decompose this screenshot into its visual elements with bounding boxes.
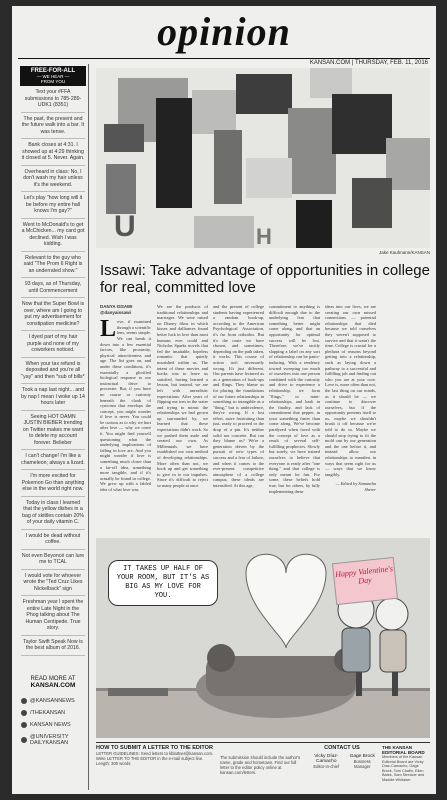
valentine-card: Happy Valentine's Day [332,557,398,605]
contact-role-2: Business Manager [353,759,371,769]
masthead-date: THURSDAY, FEB. 11, 2016 [354,60,428,66]
list-item: Freshman year I spent the entire Late Night in the Phog talking about The Human Centipede. True story. [21,596,85,636]
list-item: I would be dead without coffee. [21,530,85,550]
contact-name-1: Vicky Díaz-Camacho [314,754,339,764]
board-text: Members of the Kansan Editorial Board are Vicky Díaz-Camacho, Gage Brock, Tom Chafin, Ellen Bates, Sam Strecker and Maddie Whitaker. [382,755,425,782]
list-item: Relevant to the guy who said "The Prom 6 Right is an underrated show." [21,252,85,279]
masthead-dateline: KANSAN.COM | THURSDAY, FEB. 11, 2016 [309,60,428,66]
sidebar-footer [21,676,85,749]
letter-title: HOW TO SUBMIT A LETTER TO THE EDITOR [96,745,213,751]
social-link-twitter[interactable]: @KANSANNEWS [21,695,85,707]
list-item: I would vote for whoever wrote the "Ted Cruz Likes Nickelback" sign [21,570,85,597]
masthead-rule [18,58,430,59]
sidebar-header-sub2: FROM YOU [40,79,66,84]
list-item: I'm more excited for Pokemon Go than anything else in the world right now. [21,470,85,497]
list-item: When your tax refund is deposited and you're all "yay" and then *sub of bills* [21,358,85,385]
list-item: Bank closes at 4:31. I showed up at 4:29 thinking it closed at 5. Never. Again. [21,139,85,166]
list-item: Not even Beyoncé can lure me to TCAL [21,550,85,570]
masthead [12,6,436,64]
free-for-all-sidebar [18,64,89,790]
instagram-icon [21,737,27,743]
social-links [21,695,85,749]
board-title: THE KANSAN EDITORIAL BOARD [382,745,425,755]
illustration-graphic [96,68,430,248]
newspaper-page [12,6,436,794]
sidebar-header [20,66,86,86]
sidebar-header-sub: — WE HEAR — [36,74,70,79]
editorial-board [382,745,430,782]
letter-text: LETTER GUIDELINES: Send letters to kblattner@kansan.com. Write LETTER TO THE EDITOR in the e-mail subject line. Length: 300 words [96,751,214,766]
letter-policy-text: The submission should include the author's name, grade and hometown. Find our full letter to the editor policy online at kansan.com/letters. [220,755,301,775]
drop-cap: L [100,316,117,343]
svg-text:H: H [256,224,272,248]
list-item: 93 days, as of Thursday, until Commencement [21,278,85,298]
sidebar-list [18,86,88,656]
article-column-1: DANYA ISSAWI @danyaissawi L ove, if examined through a scientific lens, seems simple. We can break it down into a few essential factors, like proximity, physical attractiveness and age. The list goes on, and under these conditions, it's essentially a glorified biological response to our instinctual drive to procreate. But, if you have no course or curiosity beneath the cloak of cynicism that envelops the concept, you might wonder if love is never. You could be curious as to why we hurt after love — why we crave it. You might find yourself questioning what the underlying implications of falling in love are. And you might wonder if love is something much closer than a far-off idea, something more tangible, and if it's actually be found in college. We grew up with a fabled idea of what love was. [100,304,151,492]
read-more-label: READ MORE AT [30,676,76,682]
list-item: Seeing HOT DAMN JUSTIN BIEBER trending on Twitter makes me want to delete my account forever. Belieber [21,411,85,451]
facebook-icon [21,710,27,716]
svg-text:U: U [114,210,136,243]
read-more-link[interactable]: KANSAN.COM [30,682,76,689]
masthead-site: KANSAN.COM [309,60,351,66]
article-column-4: commitment to anything is difficult enough due to the underlying fear that something better might come along, and that an opportunity for optimal success will be lost. Therefore, we've tacitly slapping a label on any sort of relationship can be panic-inducing. With a tendency toward sweeping too much of ourselves into one person combined with the curiosity and drive to experience a relationship, we form "flings," or mini-relationships, and bask in the finality, and lack of commitment that pepper, in your something faster than come along. We've become paralyzed when faced with the concept of love as a result of several self-fulfilling prophecies. Slowly but surely, we have trained ourselves to believe that everyone is ready after "one thing," and that college is only meant for fun. For some, these beliefs hold true, but for others, by fully implementing these [269,304,320,494]
letter-policy [220,755,304,775]
list-item: I dyed part of my hair purple and none of my coworkers noticed. [21,331,85,358]
list-item: I can't change! I'm like a chameleon; always a lizard. [21,450,85,470]
article-body [100,304,430,536]
letter-guidelines [96,745,216,766]
list-item: Took a nap last night... and by nap I mean I woke up 14 hours later [21,384,85,411]
list-item: Taylor Swift Speak Now is the best album of 2016. [21,636,85,656]
list-item: Let's play "how long will it be before my entire hall knows I'm gay?" [21,192,85,219]
list-item: Today in class I learned that the yellow dishes in a bag of skittles contain 20% of your daily vitamin C. [21,497,85,530]
illustration [96,68,430,248]
list-item: Text your #FFA submissions to 785-289-UDK1 (8351) [21,86,85,113]
social-link-youtube[interactable]: KANSAN NEWS [21,719,85,731]
list-item: The past, the present and the future walk into a bar. It was tense. [21,113,85,140]
contact-title: CONTACT US [324,745,360,751]
section-title: opinion [157,9,291,54]
image-credit: Jake Kaufmann/KANSAN [378,250,430,255]
sidebar-header-title: FREE-FOR-ALL [30,68,76,74]
article-column-2: We are the products of traditional relationships and marriages. We were raised on Disney films in which kisses and dalliances found better luck in love than most humans ever could and Nicholas Sparks novels that fed the insatiable, hopeless romantic that quietly nourished within us. The intent of these movies and books was to leave us satisfied, having learned a lesson, but instead, we are left with unrealistic expectations. After years of flipping our toes in the water and trying to mimic the relationships we had grown up surrounded by, we learned that these expectations didn't work. So we pushed them aside and created our own. As Millennials, we have established our own method of developing relationships. More often than not, we hook up and get something to give in to our impulses. Since it's difficult to reject so many people at once. [157,304,208,488]
contact-role-1: Editor-in-chief [313,764,340,769]
speech-bubble: IT TAKES UP HALF OF YOUR ROOM, BUT IT'S AS BIG AS MY LOVE FOR YOU. [108,560,218,606]
comic-illustration [96,538,430,738]
article-editor-credit: — Edited by Samantha Sherer [335,481,376,492]
article-column-3: and the present of college students having experienced a random hook-up, according to the American Psychological Association, it's far from orthodox. But it's the route we have chosen, and sometimes, depending on the path taken, it works. This course of action isn't necessarily wrong. It's just different. Our parents have lectured us as a generation of hook-ups and flings. They blame us for placing the foundations of our future relationships in something so intangible as a "thing," but is ambivalence, they're wrong. If a lost effort, more frustrating than just, ready to proceed or the drop of a pin. It's neither solid nor concrete. But can they blame us? We're a generation driven by the pursuit of new types of success and a fear of failure, and when it comes to the ever-present competitive atmosphere of a college campus, these ideals are intensified. At this age, [213,304,264,488]
youtube-icon [21,722,27,728]
article-byline: DANYA ISSAWI @danyaissawi [100,304,133,315]
list-item: Overheard in class: No, I don't wash my hair unless it's the weekend. [21,166,85,193]
article-column-5: ideas into our lives, we are creating our own missed connections — potential relationships that died because we told ourselves they weren't supposed to survive and that it wasn't the time. College is crucial for a plethora of reasons beyond getting into a relationship, such as laying down a pathway to a successful and fulfilling job and finding out who you are at your core. Love is, more often than not, the last thing on our minds, as it should be — we continue to discover ourselves, but if the opportunity presents itself to us, maybe we shouldn't brush it off because we're told to do so. Maybe we should stop trying to fit the mold cast by our generation and the one before it, and instead allow our relationships to manifest in ways that seem right for us — ways that we know tangibly. — Edited by Samantha Sherer [325,304,376,492]
contact-us [306,745,378,769]
footer [96,742,430,794]
article-headline: Issawi: Take advantage of opportunities in college for real, committed love [100,262,430,296]
twitter-icon [21,698,27,704]
list-item: Went to McDonald's to get a McChicken... my card got declined. Wish I was kidding. [21,219,85,252]
social-link-instagram[interactable]: @UNIVERSITY DAILYKANSAN [21,731,85,749]
social-link-facebook[interactable]: /THEKANSAN [21,707,85,719]
contact-name-2: Gage Brock [349,754,375,759]
list-item: Now that the Super Bowl is over, where am I going to put my advertisement for constipation medicine? [21,298,85,331]
